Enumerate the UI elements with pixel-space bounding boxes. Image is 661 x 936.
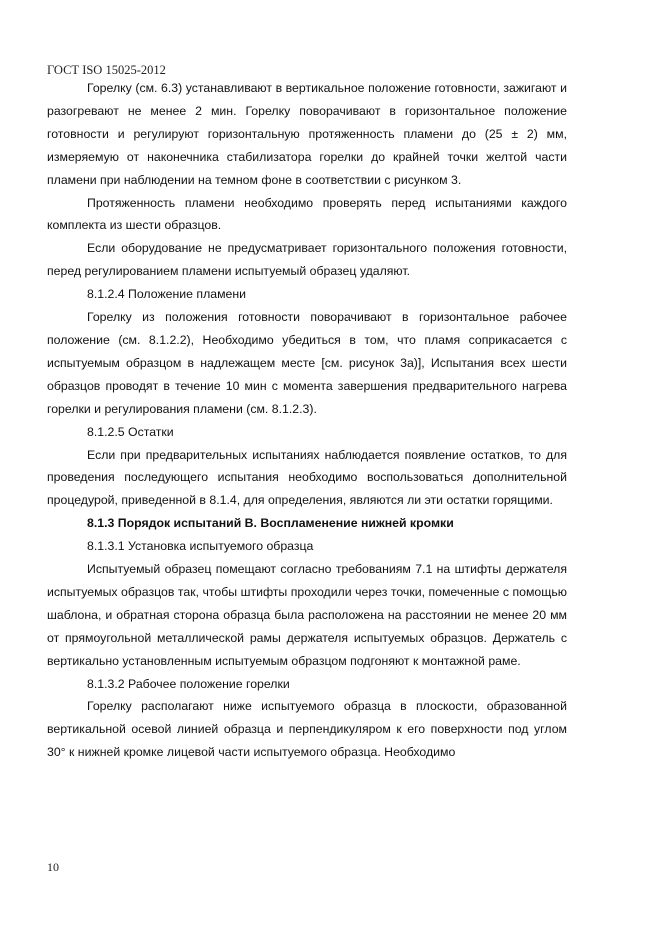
section-heading: 8.1.2.5 Остатки <box>87 424 174 439</box>
paragraph: Если при предварительных испытаниях наблюдается появление остатков, то для проведения последующего испытания необходимо воспользоваться дополнительной процедурой, приведенной в 8.1.4, для определения, являются ли эти остатки горящими. <box>47 447 567 508</box>
section-heading-bold: 8.1.3 Порядок испытаний В. Воспламенение нижней кромки <box>87 516 454 531</box>
document-header: ГОСТ ISO 15025-2012 <box>47 63 166 77</box>
section-heading: 8.1.3.1 Установка испытуемого образца <box>87 539 314 554</box>
paragraph: Если оборудование не предусматривает горизонтального положения готовности, перед регулированием пламени испытуемый образец удаляют. <box>47 241 567 279</box>
document-body <box>47 77 567 764</box>
paragraph: Горелку (см. 6.3) устанавливают в вертикальное положение готовности, зажигают и разогревают не менее 2 мин. Горелку поворачивают в горизонтальное положение готовности и регулируют горизонтальную протяженность пламени до (25 ± 2) мм, измеряемую от наконечника стабилизатора горелки до крайней точки желтой части пламени при наблюдении на темном фоне в соответствии с рисунком 3. <box>47 81 567 187</box>
paragraph: Испытуемый образец помещают согласно требованиям 7.1 на штифты держателя испытуемых образцов так, чтобы штифты проходили через точки, помеченные с помощью шаблона, и обратная сторона образца была расположена на расстоянии не менее 20 мм от прямоугольной металлической рамы держателя испытуемых образцов. Держатель с вертикально установленным испытуемым образцом подгоняют к монтажной раме. <box>47 562 567 668</box>
page-number: 10 <box>47 860 59 874</box>
paragraph: Протяженность пламени необходимо проверять перед испытаниями каждого комплекта из шести образцов. <box>47 195 567 233</box>
paragraph: Горелку располагают ниже испытуемого образца в плоскости, образованной вертикальной осевой линией образца и перпендикуляром к его поверхности под углом 30° к нижней кромке лицевой части испытуемого образца. Необходимо <box>47 699 567 760</box>
paragraph: Горелку из положения готовности поворачивают в горизонтальное рабочее положение (см. 8.1.2.2), Необходимо убедиться в том, что пламя соприкасается с испытуемым образцом в надлежащем месте [см. рисунок 3а)], Испытания всех шести образцов проводят в течение 10 мин с момента завершения предварительного нагрева горелки и регулирования пламени (см. 8.1.2.3). <box>47 310 567 416</box>
section-heading: 8.1.3.2 Рабочее положение горелки <box>87 676 290 691</box>
section-heading: 8.1.2.4 Положение пламени <box>87 287 247 302</box>
